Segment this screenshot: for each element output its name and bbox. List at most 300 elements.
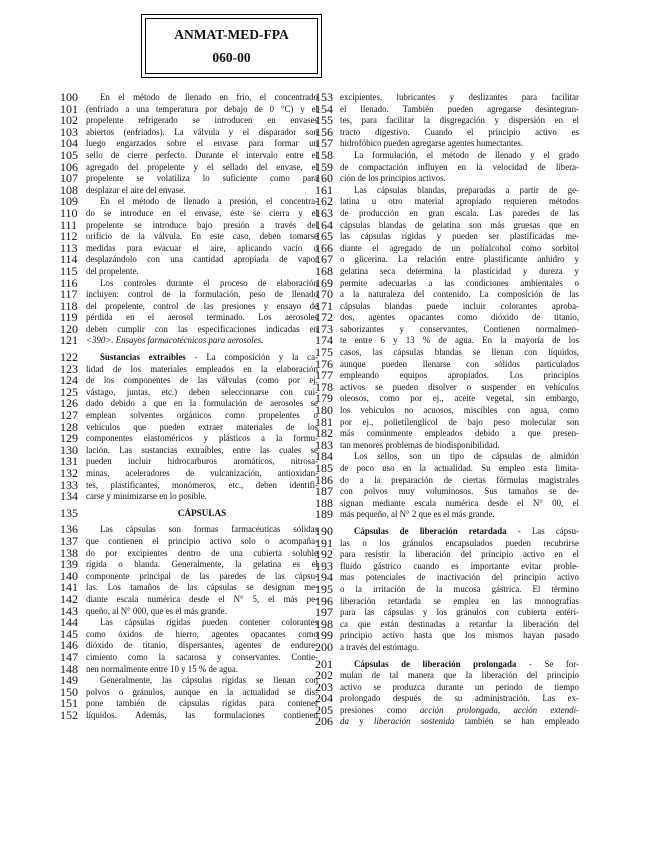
- line-number: 202: [315, 668, 333, 683]
- line-number: 111: [60, 217, 78, 232]
- line-number: 120: [60, 321, 78, 336]
- line-number: 203: [315, 679, 333, 694]
- text-line: [315, 509, 579, 521]
- line-number: 175: [315, 345, 333, 360]
- line-text: polvos o gránulos, aunque en la actualidad se dis-: [86, 686, 318, 697]
- text-line: [315, 356, 579, 371]
- text-line: [315, 159, 579, 174]
- line-text: de los componentes de las válvulas (como por ej.: [86, 375, 318, 386]
- line-number: 187: [315, 484, 333, 499]
- text-line: [60, 173, 318, 185]
- line-number: 119: [60, 310, 78, 325]
- section-heading: CÁPSULAS: [177, 507, 227, 518]
- line-text: minas, aceleradores de vulcanización, antioxidan-: [86, 468, 318, 478]
- line-number: 136: [60, 522, 78, 537]
- line-text: desplazar el aire del envase.: [86, 184, 186, 195]
- line-text: liberación retardada se emplea en las monografías: [340, 595, 579, 606]
- line-text: diante escala numérica desde el N° 5, el más pe-: [86, 593, 318, 604]
- line-number: 112: [60, 229, 78, 244]
- line-number: 101: [60, 101, 78, 116]
- text-line: [315, 639, 579, 654]
- line-text: presiones como acción prolongada, acción extendi-: [340, 704, 579, 715]
- text-line: [315, 231, 579, 243]
- line-text: Las cápsulas rígidas pueden contener colorantes: [100, 617, 318, 628]
- line-text: tan menores problemas de biodisponibilidad.: [340, 439, 500, 450]
- text-line: [315, 240, 579, 255]
- line-number: 171: [315, 298, 333, 313]
- text-line: [315, 217, 579, 232]
- line-number: 176: [315, 356, 333, 371]
- line-text: do se introduce en el envase, éste se cierra y el: [86, 207, 318, 218]
- text-line: [315, 405, 579, 417]
- line-number: 169: [315, 275, 333, 290]
- line-number: 193: [315, 558, 333, 573]
- line-text-rest: - Las cápsu-: [517, 525, 579, 536]
- text-line: [60, 335, 318, 347]
- text-line: [60, 254, 318, 266]
- text-line: [60, 568, 318, 583]
- line-text: activo se produzca durante un período de tiempo: [340, 681, 579, 692]
- line-text: orificio de la válvula. En este caso, deben tomarse: [86, 231, 318, 242]
- line-text: deben cumplir con las especificaciones indicadas en: [86, 323, 318, 334]
- line-number: 131: [60, 454, 78, 469]
- left-text-column: [60, 92, 318, 721]
- line-number: 126: [60, 396, 78, 411]
- line-number: 199: [315, 628, 333, 643]
- line-text: de poco uso en la actualidad. Su empleo esta limita-: [340, 463, 579, 473]
- line-text: Las cápsulas blandas, preparadas a partir de ge-: [354, 184, 579, 195]
- line-number: 129: [60, 431, 78, 446]
- line-text: más pequeño, al N° 2 que es el más grande.: [340, 509, 495, 520]
- line-number: 103: [60, 124, 78, 139]
- line-number: 144: [60, 615, 78, 630]
- line-text: activos se pueden disolver o suspender en vehículos: [340, 381, 579, 392]
- line-number: 183: [315, 437, 333, 452]
- line-number: 157: [315, 136, 333, 151]
- line-text: Las cápsulas son formas farmacéuticas sólidas: [100, 524, 318, 535]
- line-text: do a la preparación de ciertas fórmulas magistrales: [340, 474, 579, 485]
- text-line: [315, 593, 579, 608]
- line-text-rest: - Se for-: [528, 658, 579, 669]
- line-number: 204: [315, 691, 333, 706]
- text-line: [315, 321, 579, 336]
- line-number: 149: [60, 673, 78, 688]
- line-text: las o los gránulos encapsulados pueden recubrirse: [340, 537, 579, 548]
- line-text: da y liberación sostenida también se han empleado: [340, 716, 579, 727]
- line-number: 153: [315, 90, 333, 104]
- line-text: latina u otro material apropiado requieren métodos: [340, 196, 579, 207]
- line-text: cimiento como la sacarosa y conservantes. Contie-: [86, 651, 318, 662]
- text-line: [60, 582, 318, 594]
- line-text: vástago, juntas, etc.) deben seleccionarse con cui-: [86, 386, 318, 397]
- text-line: [315, 463, 579, 475]
- line-text: Los controles durante el proceso de elaboración: [100, 277, 318, 288]
- line-text: del propelente, control de las presiones y ensayo de: [86, 300, 318, 311]
- line-text: hidrofóbico pueden agregarse agentes humectantes.: [340, 138, 524, 149]
- text-line: [315, 437, 579, 452]
- text-line: [315, 616, 579, 631]
- line-text: aunque pueden llenarse con sólidos particulados: [340, 358, 579, 369]
- text-line: [315, 428, 579, 440]
- line-text: excipientes, lubricantes y deslizantes para facilitar: [340, 92, 579, 102]
- line-text: los vehículos no acuosos, miscibles con agua, como: [340, 405, 579, 416]
- line-number: 198: [315, 616, 333, 631]
- text-line: [60, 442, 318, 457]
- text-line: [315, 92, 579, 104]
- text-line: [315, 523, 579, 538]
- line-text: gelatina seca determina la plasticidad y dureza y: [340, 265, 579, 276]
- right-text-column: [315, 92, 579, 728]
- line-text: desplazándolo con una cantidad apropiada de vapor: [86, 254, 318, 265]
- line-text: luego engarzados sobre el envase para formar un: [86, 138, 318, 149]
- line-number: 116: [60, 275, 78, 290]
- text-line: [60, 159, 318, 174]
- text-line: [315, 173, 579, 185]
- line-number: 159: [315, 159, 333, 174]
- line-text: vehículos que pueden extraer materiales de los: [86, 421, 318, 432]
- text-line: [315, 486, 579, 498]
- line-number: 127: [60, 408, 78, 423]
- text-line: [315, 101, 579, 116]
- line-number: 146: [60, 638, 78, 653]
- line-text: permite adecuarlas a las condiciones ambientales o: [340, 277, 579, 288]
- line-number: 114: [60, 252, 78, 267]
- line-number: 145: [60, 626, 78, 641]
- line-text: mas potenciales de inactivación del principio activo: [340, 572, 579, 583]
- line-number: 170: [315, 287, 333, 302]
- text-line: [315, 298, 579, 313]
- line-number: 108: [60, 182, 78, 197]
- line-number: 163: [315, 205, 333, 220]
- text-line: [315, 702, 579, 717]
- text-line: [315, 572, 579, 584]
- line-text: propelente se introduce bajo presión a través del: [86, 219, 318, 230]
- text-line: [315, 147, 579, 162]
- text-line: [60, 626, 318, 641]
- line-number: 130: [60, 442, 78, 457]
- text-line: [60, 205, 318, 220]
- line-text: propelente se volatiliza lo suficiente como para: [86, 173, 318, 184]
- line-number: 177: [315, 368, 333, 383]
- line-number: 154: [315, 101, 333, 116]
- text-line: [315, 196, 579, 208]
- line-text: a través del estómago.: [340, 641, 419, 652]
- text-line: [60, 101, 318, 116]
- line-number: 158: [315, 147, 333, 162]
- line-text: propelente refrigerado se introducen en envases: [86, 115, 318, 126]
- text-line: [60, 505, 318, 520]
- line-text: diante el agregado de un polialcohol como sorbitol: [340, 242, 579, 253]
- text-line: [315, 693, 579, 705]
- text-line: [315, 495, 579, 510]
- text-line: [315, 263, 579, 278]
- text-line: [60, 92, 318, 104]
- line-text: agregado del propelente y el sellado del envase, el: [86, 161, 318, 172]
- text-line: [60, 182, 318, 197]
- text-line: [60, 240, 318, 255]
- text-line: [60, 661, 318, 676]
- text-line: [60, 115, 318, 127]
- document-code: ANMAT-MED-FPA: [174, 26, 289, 42]
- text-line: [60, 640, 318, 652]
- line-number: 121: [60, 333, 78, 348]
- line-text: dado debido a que en la formulación de aerosoles se: [86, 398, 318, 409]
- line-text: Los sellos, son un tipo de cápsulas de almidón: [354, 451, 579, 462]
- text-line: [315, 630, 579, 642]
- text-line: [60, 124, 318, 139]
- line-text: medidas para evacuar el aire, aplicando vacío o: [86, 242, 318, 253]
- text-line: [60, 384, 318, 399]
- text-line: [315, 679, 579, 694]
- line-number: 197: [315, 605, 333, 620]
- line-text: La formulación, el método de llenado y el grado: [354, 149, 579, 160]
- text-line: [60, 707, 318, 722]
- text-line: [60, 559, 318, 571]
- line-text: Generalmente, las cápsulas rígidas se llenan con: [100, 675, 318, 686]
- line-number: 191: [315, 535, 333, 550]
- line-number: 125: [60, 384, 78, 399]
- line-text: las. Los tamaños de las cápsulas se designan me-: [86, 582, 318, 593]
- line-number: 152: [60, 707, 78, 722]
- line-text: de producción en gran escala. Las paredes de las: [340, 207, 579, 218]
- line-number: 205: [315, 702, 333, 717]
- line-number: 166: [315, 240, 333, 255]
- line-text: para las cápsulas y los gránulos con cubierta entéri-: [340, 607, 579, 618]
- line-text: En el método de llenado en frío, el concentrado: [100, 92, 318, 102]
- text-line: [60, 138, 318, 150]
- line-text: queño, al N° 000, que es el más grande.: [86, 605, 227, 616]
- line-number: 141: [60, 580, 78, 595]
- text-line: [60, 684, 318, 699]
- text-line: [60, 298, 318, 313]
- text-line: [60, 410, 318, 422]
- line-text: de compactación influyen en la velocidad de libera-: [340, 161, 579, 172]
- line-number: 192: [315, 547, 333, 562]
- line-text: tes, plastificantes, monómeros, etc., deben identifi-: [86, 479, 318, 490]
- line-text: lación. Las sustancias extraíbles, entre las cuales se: [86, 444, 318, 455]
- line-number: 174: [315, 333, 333, 348]
- text-line: [60, 375, 318, 387]
- line-text: [340, 526, 579, 538]
- text-line: [60, 456, 318, 468]
- line-text: ca que están destinadas a retardar la liberación del: [340, 618, 579, 629]
- subheading: Cápsulas de liberación retardada: [354, 525, 507, 536]
- text-line: [60, 217, 318, 232]
- text-line: [60, 468, 318, 480]
- line-text: pone también de cápsulas rígidas para contener: [86, 698, 318, 709]
- line-number: 200: [315, 639, 333, 654]
- line-text: líquidos. Además, las formulaciones contienen: [86, 709, 318, 720]
- text-line: [60, 312, 318, 324]
- text-line: [60, 398, 318, 410]
- line-text: incluyen: control de la formulación, peso de llenado: [86, 289, 318, 300]
- line-number: 113: [60, 240, 78, 255]
- line-number: 132: [60, 466, 78, 480]
- line-text: rígida o blanda. Generalmente, la gelatina es el: [86, 559, 318, 570]
- line-number: 194: [315, 570, 333, 585]
- text-line: [315, 716, 579, 728]
- line-text: sello de cierre perfecto. Durante el intervalo entre el: [86, 149, 318, 160]
- line-text: prolongado después de su administración. Las ex-: [340, 693, 579, 704]
- line-number: 184: [315, 449, 333, 464]
- line-number: 161: [315, 182, 333, 197]
- line-number: 179: [315, 391, 333, 406]
- text-line: [315, 670, 579, 682]
- line-number: 142: [60, 591, 78, 606]
- line-number: 133: [60, 477, 78, 492]
- line-number: 137: [60, 533, 78, 548]
- line-text: do por excipientes dentro de una cubierta soluble: [86, 547, 318, 558]
- text-line: [315, 205, 579, 220]
- text-line: [315, 656, 579, 671]
- line-text: fluido gástrico cuando es importante evitar proble-: [340, 560, 579, 571]
- text-line: [315, 472, 579, 487]
- line-number: 140: [60, 568, 78, 583]
- text-line: [60, 698, 318, 710]
- line-text: te entre 6 y 13 % de agua. En la mayoría de los: [340, 335, 579, 346]
- line-number: 178: [315, 379, 333, 394]
- line-number: 107: [60, 171, 78, 186]
- line-number: 186: [315, 472, 333, 487]
- line-number: 188: [315, 495, 333, 510]
- line-number: 190: [315, 523, 333, 538]
- text-line: [315, 347, 579, 359]
- subheading: Sustancias extraíbles: [100, 352, 186, 363]
- line-number: 150: [60, 684, 78, 699]
- text-line: [60, 419, 318, 434]
- text-line: [315, 581, 579, 596]
- line-number: 172: [315, 310, 333, 325]
- line-number: 206: [315, 714, 333, 729]
- line-text: [86, 352, 318, 364]
- line-number: 128: [60, 419, 78, 434]
- text-line: [315, 335, 579, 347]
- text-line: [315, 393, 579, 405]
- text-line: [315, 289, 579, 301]
- line-number: 164: [315, 217, 333, 232]
- line-text: que contienen el principio activo solo o acompaña-: [86, 535, 318, 546]
- line-number: 123: [60, 361, 78, 376]
- line-text: pueden incluir hidrocarburos aromáticos, nitrosa-: [86, 456, 318, 467]
- line-number: 162: [315, 194, 333, 209]
- document-number: 060-00: [212, 49, 251, 65]
- text-line: [60, 603, 318, 618]
- line-text: lidad de los materiales empleados en la elaboración: [86, 363, 318, 374]
- text-line: [60, 617, 318, 629]
- line-text: principio activo hasta que los mismos hayan pasado: [340, 630, 579, 641]
- line-text: más comúnmente empleados debido a que presen-: [340, 428, 579, 439]
- line-text: [340, 659, 579, 671]
- line-text: cápsulas blandas puede incluir colorantes aproba-: [340, 300, 579, 311]
- line-text: a la naturaleza del contenido. La composición de las: [340, 289, 579, 300]
- text-line: [60, 321, 318, 336]
- text-line: [315, 370, 579, 382]
- text-line: [315, 115, 579, 127]
- line-number: 143: [60, 603, 78, 618]
- line-text: casos, las cápsulas blandas se llenan con líquidos,: [340, 347, 579, 358]
- text-line: [315, 607, 579, 619]
- text-line: [60, 477, 318, 492]
- text-line: [60, 147, 318, 162]
- line-number: 165: [315, 229, 333, 244]
- line-text: tracto digestivo. Cuando el principio activo es: [340, 126, 579, 137]
- text-line: [60, 545, 318, 560]
- line-text: con polvos muy voluminosos. Sus tamaños se de-: [340, 486, 579, 497]
- line-number: 138: [60, 545, 78, 560]
- line-text: oleosos, como por ej., aceite vegetal, sin embargo,: [340, 393, 579, 404]
- text-line: [315, 535, 579, 550]
- line-text: el llenado. También pueden agregarse desintegran-: [340, 103, 579, 114]
- text-line: [60, 675, 318, 687]
- line-number: 117: [60, 287, 78, 302]
- line-text: dos, agentes opacantes como dióxido de titanio,: [340, 312, 579, 323]
- line-text: (enfriado a una temperatura por debajo de 0 °C) y el: [86, 103, 318, 114]
- text-line: [60, 275, 318, 290]
- text-line: [60, 263, 318, 278]
- line-number: 105: [60, 147, 78, 162]
- line-text: mulan de tal manera que la liberación del principio: [340, 670, 579, 681]
- text-line: [60, 231, 318, 243]
- text-line: [315, 451, 579, 463]
- line-text: nen normalmente entre 10 y 15 % de agua.: [86, 663, 239, 674]
- line-text: <390>. Ensayos farmacotécnicos para aerosoles.: [86, 335, 264, 346]
- text-line: [60, 361, 318, 376]
- line-number: 173: [315, 321, 333, 336]
- line-text: pérdida en el aerosol terminado. Los aerosoles: [86, 312, 318, 323]
- line-text: para resistir la liberación del principio activo en el: [340, 549, 579, 560]
- line-text: carse y minimizarse en lo posible.: [86, 491, 207, 502]
- line-number: 155: [315, 113, 333, 128]
- line-number: 182: [315, 426, 333, 441]
- line-number: 168: [315, 263, 333, 278]
- line-number: 134: [60, 489, 78, 504]
- text-line: [315, 379, 579, 394]
- text-line: [315, 549, 579, 561]
- text-line: [60, 591, 318, 606]
- line-number: 124: [60, 373, 78, 388]
- line-number: 160: [315, 171, 333, 186]
- text-line: [315, 558, 579, 573]
- line-text: las cápsulas rígidas y pueden ser plastificadas me-: [340, 231, 579, 242]
- line-number: 104: [60, 136, 78, 151]
- line-number: 110: [60, 205, 78, 220]
- text-line: [60, 533, 318, 548]
- line-number: 156: [315, 124, 333, 139]
- line-text: signan mediante escala numérica desde el N° 00, el: [340, 497, 579, 508]
- line-text: como óxidos de hierro, agentes opacantes como: [86, 628, 318, 639]
- text-line: [60, 196, 318, 208]
- line-number: 185: [315, 461, 333, 475]
- line-number: 106: [60, 159, 78, 174]
- line-text: abiertos (enfriados). La válvula y el disparador son: [86, 126, 318, 137]
- text-line: [315, 312, 579, 324]
- text-line: [60, 524, 318, 536]
- line-number: 148: [60, 661, 78, 676]
- text-line: [315, 275, 579, 290]
- line-text: componente principal de las paredes de las cápsu-: [86, 570, 318, 581]
- text-line: [60, 649, 318, 664]
- line-text: dióxido de titanio, dispersantes, agentes de endure-: [86, 640, 318, 651]
- line-number: 147: [60, 649, 78, 664]
- line-text: o glicerina. La relación entre plastificante anhidro y: [340, 254, 579, 265]
- line-number: 135: [60, 505, 78, 520]
- line-text: En el método de llenado a presión, el concentra-: [100, 196, 318, 207]
- line-text: del propelente.: [86, 265, 139, 276]
- line-text: empleando equipos apropiados. Los principios: [340, 370, 579, 381]
- line-number: 189: [315, 507, 333, 522]
- text-line: [60, 491, 318, 503]
- text-line: [315, 138, 579, 150]
